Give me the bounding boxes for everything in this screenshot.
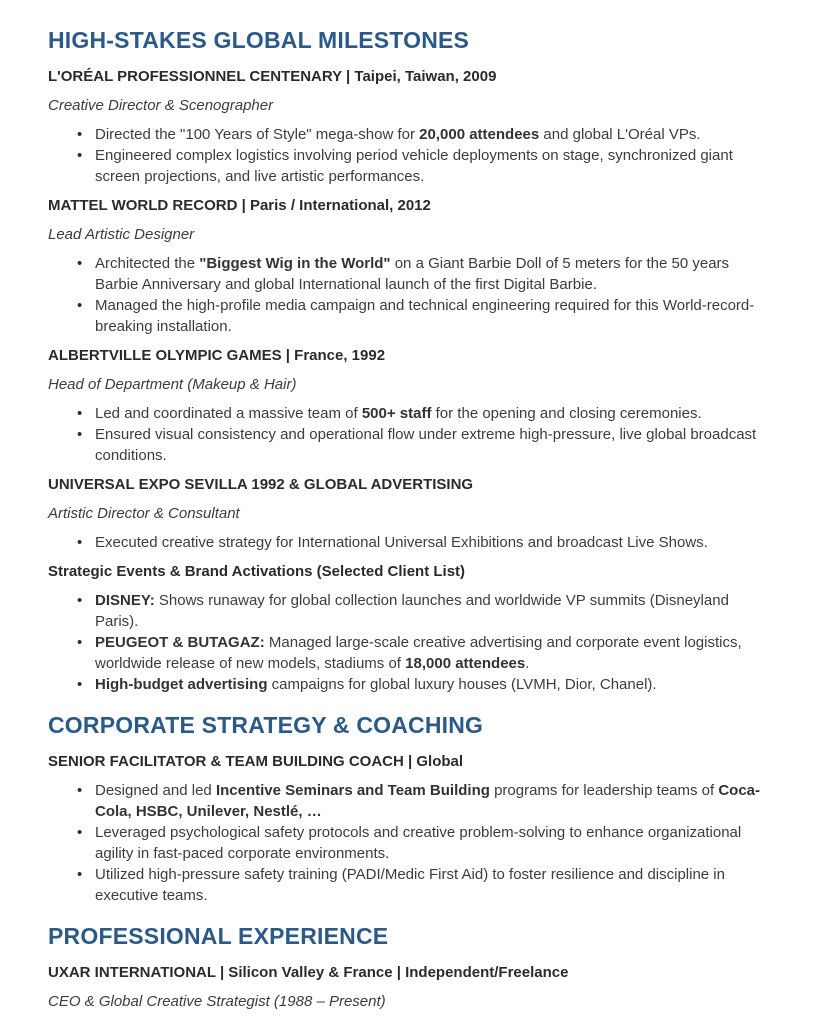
text-run: Led and coordinated a massive team of [95,405,362,422]
bullet-item [48,424,772,466]
text-run: Engineered complex logistics involving period vehicle deployments on stage, synchronized giant screen projections, and live artistic performances. [95,147,733,185]
bullet-item [48,780,772,822]
text-run: Designed and led [95,782,216,799]
bullet-list [48,403,772,466]
bold-text-run: High-budget advertising [95,676,268,693]
bullet-item [48,403,772,424]
section-title: CORPORATE STRATEGY & COACHING [48,712,484,738]
bullet-list [48,124,772,187]
section-title: HIGH-STAKES GLOBAL MILESTONES [48,27,470,53]
bold-text-run: Coca-Cola, HSBC, Unilever, Nestlé, … [95,782,761,820]
entry-heading: Strategic Events & Brand Activations (Selected Client List) [48,563,466,580]
bullet-list [48,780,772,906]
role-title: CEO & Global Creative Strategist (1988 – Present) [48,993,386,1010]
role-title: Creative Director & Scenographer [48,97,274,114]
text-run: Executed creative strategy for International Universal Exhibitions and broadcast Live Shows. [95,534,708,551]
section-title: PROFESSIONAL EXPERIENCE [48,923,389,949]
role-title: Lead Artistic Designer [48,226,195,243]
bullet-item [48,632,772,674]
bullet-item [48,145,772,187]
bullet-list [48,253,772,337]
entry-heading: SENIOR FACILITATOR & TEAM BUILDING COACH | Global [48,753,464,770]
bullet-item [48,532,772,553]
text-run: and global L'Oréal VPs. [539,126,701,143]
bullet-item [48,124,772,145]
text-run: for the opening and closing ceremonies. [431,405,702,422]
text-run: programs for leadership teams of [489,782,719,799]
bullet-list [48,590,772,695]
text-run: . [525,655,530,672]
bold-text-run: "Biggest Wig in the World" [199,255,391,272]
bullet-list [48,532,772,553]
text-run: Managed large-scale creative advertising and corporate event logistics, worldwide release of new models, stadiums of [95,634,742,672]
text-run: Shows runaway for global collection launches and worldwide VP summits (Disneyland Paris). [95,592,729,630]
text-run: Directed the "100 Years of Style" mega-show for [95,126,420,143]
bold-text-run: Incentive Seminars and Team Building [215,782,490,799]
bullet-item [48,674,772,695]
text-run: Ensured visual consistency and operational flow under extreme high-pressure, live global broadcast conditions. [95,426,757,464]
role-title: Artistic Director & Consultant [48,505,240,522]
entry-heading: UXAR INTERNATIONAL | Silicon Valley & France | Independent/Freelance [48,964,569,981]
text-run: Utilized high-pressure safety training (PADI/Medic First Aid) to foster resilience and discipline in executive teams. [95,866,725,904]
role-title: Head of Department (Makeup & Hair) [48,376,297,393]
bullet-item [48,864,772,906]
text-run: Managed the high-profile media campaign and technical engineering required for this World-record-breaking installation. [95,297,755,335]
bullet-item [48,295,772,337]
entry-heading: MATTEL WORLD RECORD | Paris / International, 2012 [48,197,431,214]
text-run: campaigns for global luxury houses (LVMH, Dior, Chanel). [267,676,657,693]
entry-heading: L'ORÉAL PROFESSIONNEL CENTENARY | Taipei, Taiwan, 2009 [48,68,497,85]
bold-text-run: 18,000 attendees [405,655,526,672]
entry-heading: UNIVERSAL EXPO SEVILLA 1992 & GLOBAL ADVERTISING [48,476,474,493]
entry-heading: ALBERTVILLE OLYMPIC GAMES | France, 1992 [48,347,386,364]
text-run: on a Giant Barbie Doll of 5 meters for the 50 years Barbie Anniversary and global International launch of the first Digital Barbie. [95,255,730,293]
text-run: Leveraged psychological safety protocols and creative problem-solving to enhance organizational agility in fast-paced corporate environments. [95,824,742,862]
bold-text-run: DISNEY: [95,592,155,609]
bullet-item [48,822,772,864]
bullet-item [48,590,772,632]
bold-text-run: 20,000 attendees [419,126,540,143]
text-run: Architected the [95,255,200,272]
bold-text-run: 500+ staff [361,405,432,422]
bullet-item [48,253,772,295]
bold-text-run: PEUGEOT & BUTAGAZ: [95,634,265,651]
